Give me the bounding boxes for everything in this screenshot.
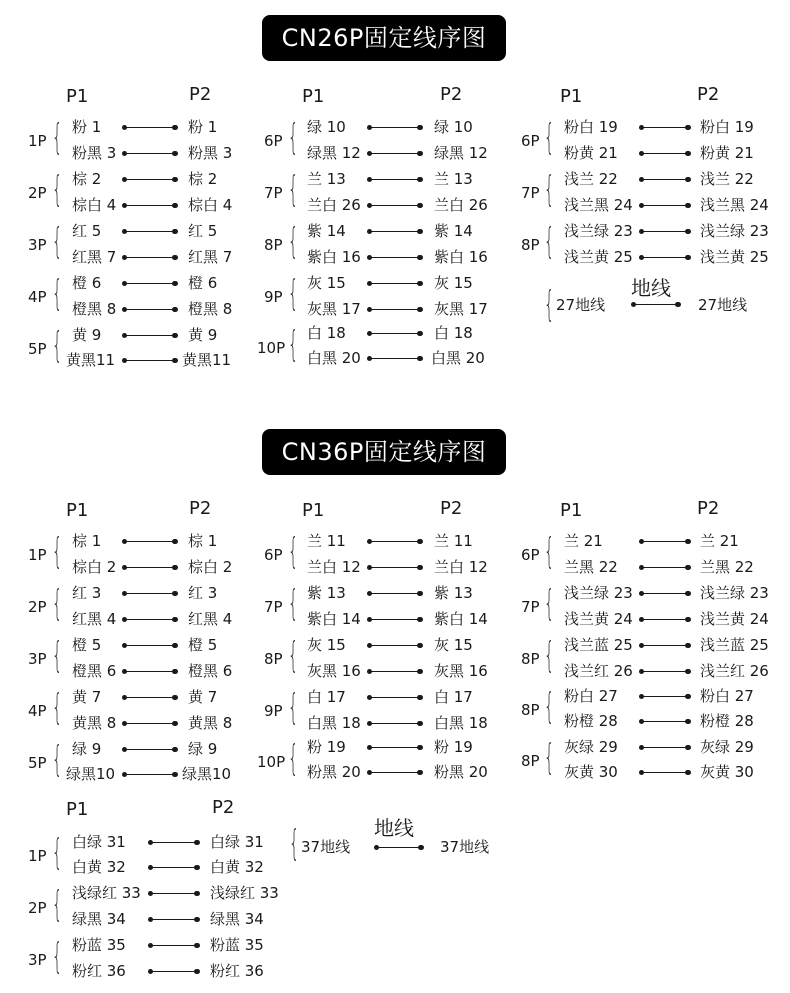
p2-wire-label: 橙 5 bbox=[188, 636, 218, 654]
p1-wire-label: 灰黑 17 bbox=[307, 300, 361, 318]
p2-wire-label: 兰 13 bbox=[434, 170, 473, 188]
p1-wire-label: 红 5 bbox=[72, 222, 102, 240]
p2-header: P2 bbox=[440, 498, 463, 519]
p1-wire-label: 紫白 14 bbox=[307, 610, 361, 628]
wire-connection bbox=[369, 593, 420, 594]
p1-wire-label: 粉蓝 35 bbox=[72, 936, 126, 954]
wire-connection bbox=[124, 645, 175, 646]
brace: { bbox=[544, 583, 555, 624]
p1-wire-label: 兰 13 bbox=[307, 170, 346, 188]
brace: { bbox=[288, 221, 299, 262]
p1-header: P1 bbox=[302, 500, 325, 521]
p1-wire-label: 黄 9 bbox=[72, 326, 102, 344]
p1-wire-label: 浅绿红 33 bbox=[72, 884, 141, 902]
p1-wire-label: 橙黑 8 bbox=[72, 300, 117, 318]
pin-label: 3P bbox=[28, 951, 47, 969]
p2-wire-label: 绿黑 12 bbox=[434, 144, 488, 162]
pin-label: 2P bbox=[28, 598, 47, 616]
brace: { bbox=[52, 325, 63, 366]
p1-header: P1 bbox=[302, 86, 325, 107]
pin-label: 2P bbox=[28, 184, 47, 202]
brace: { bbox=[544, 117, 555, 158]
brace: { bbox=[544, 531, 555, 572]
pin-label: 2P bbox=[28, 899, 47, 917]
brace: { bbox=[544, 284, 555, 325]
p1-wire-label: 浅兰绿 23 bbox=[564, 222, 633, 240]
cn36-title: CN36P固定线序图 bbox=[262, 429, 506, 475]
wire-connection bbox=[369, 671, 420, 672]
wire-connection bbox=[641, 593, 688, 594]
p1-wire-label: 棕 2 bbox=[72, 170, 102, 188]
brace: { bbox=[52, 273, 63, 314]
p1-wire-label: 浅兰蓝 25 bbox=[564, 636, 633, 654]
pin-label: 4P bbox=[28, 702, 47, 720]
p2-header: P2 bbox=[697, 84, 720, 105]
wire-connection bbox=[124, 283, 175, 284]
wire-connection bbox=[124, 205, 175, 206]
wire-connection bbox=[124, 774, 175, 775]
brace: { bbox=[289, 823, 300, 864]
p2-header: P2 bbox=[697, 498, 720, 519]
pin-label: 8P bbox=[521, 236, 540, 254]
p2-wire-label: 白绿 31 bbox=[210, 833, 264, 851]
p2-wire-label: 浅兰 22 bbox=[700, 170, 754, 188]
brace: { bbox=[288, 583, 299, 624]
pin-label: 8P bbox=[521, 752, 540, 770]
p1-wire-label: 兰黑 22 bbox=[564, 558, 618, 576]
p1-wire-label: 粉 19 bbox=[307, 738, 346, 756]
wire-connection bbox=[641, 153, 688, 154]
pin-label: 10P bbox=[257, 753, 286, 771]
brace: { bbox=[288, 531, 299, 572]
wire-connection bbox=[641, 257, 688, 258]
brace: { bbox=[544, 686, 555, 727]
ground-wire bbox=[376, 847, 421, 848]
p2-wire-label: 灰黄 30 bbox=[700, 763, 754, 781]
wire-connection bbox=[369, 358, 420, 359]
wire-connection bbox=[369, 153, 420, 154]
p2-wire-label: 粉蓝 35 bbox=[210, 936, 264, 954]
wire-connection bbox=[369, 127, 420, 128]
p2-wire-label: 粉红 36 bbox=[210, 962, 264, 980]
p2-wire-label: 绿黑 34 bbox=[210, 910, 264, 928]
p2-wire-label: 浅绿红 33 bbox=[210, 884, 279, 902]
p1-wire-label: 粉白 19 bbox=[564, 118, 618, 136]
pin-label: 8P bbox=[521, 701, 540, 719]
wire-connection bbox=[150, 867, 197, 868]
wire-connection bbox=[124, 697, 175, 698]
p2-wire-label: 浅兰红 26 bbox=[700, 662, 769, 680]
p1-wire-label: 灰黄 30 bbox=[564, 763, 618, 781]
p1-wire-label: 浅兰红 26 bbox=[564, 662, 633, 680]
wire-connection bbox=[150, 893, 197, 894]
p2-wire-label: 紫 14 bbox=[434, 222, 473, 240]
wire-connection bbox=[641, 127, 688, 128]
p1-wire-label: 黄 7 bbox=[72, 688, 102, 706]
p1-wire-label: 浅兰绿 23 bbox=[564, 584, 633, 602]
pin-label: 6P bbox=[521, 546, 540, 564]
wire-connection bbox=[124, 179, 175, 180]
ground-title: 地线 bbox=[374, 816, 414, 840]
pin-label: 3P bbox=[28, 650, 47, 668]
p1-wire-label: 绿黑 12 bbox=[307, 144, 361, 162]
brace: { bbox=[288, 169, 299, 210]
p2-wire-label: 黄黑11 bbox=[182, 351, 232, 369]
wire-connection bbox=[369, 541, 420, 542]
ground-label-p1: 27地线 bbox=[556, 296, 606, 314]
p2-wire-label: 兰白 26 bbox=[434, 196, 488, 214]
p2-wire-label: 棕 2 bbox=[188, 170, 218, 188]
p1-wire-label: 白 17 bbox=[307, 688, 346, 706]
wire-connection bbox=[641, 179, 688, 180]
p1-wire-label: 灰 15 bbox=[307, 636, 346, 654]
pin-label: 6P bbox=[264, 546, 283, 564]
wire-connection bbox=[124, 541, 175, 542]
p2-wire-label: 棕 1 bbox=[188, 532, 218, 550]
brace: { bbox=[544, 635, 555, 676]
pin-label: 7P bbox=[264, 184, 283, 202]
p2-wire-label: 黄黑 8 bbox=[188, 714, 233, 732]
p1-wire-label: 粉 1 bbox=[72, 118, 102, 136]
p1-wire-label: 兰 11 bbox=[307, 532, 346, 550]
p1-wire-label: 绿黑 34 bbox=[72, 910, 126, 928]
wire-connection bbox=[124, 309, 175, 310]
p2-wire-label: 白黑 20 bbox=[431, 349, 485, 367]
p1-wire-label: 紫 13 bbox=[307, 584, 346, 602]
wire-connection bbox=[124, 231, 175, 232]
p1-wire-label: 白黑 18 bbox=[307, 714, 361, 732]
p2-wire-label: 浅兰蓝 25 bbox=[700, 636, 769, 654]
p1-wire-label: 绿 10 bbox=[307, 118, 346, 136]
p1-wire-label: 粉黑 3 bbox=[72, 144, 117, 162]
wire-connection bbox=[124, 127, 175, 128]
p1-header: P1 bbox=[560, 86, 583, 107]
pin-label: 7P bbox=[521, 598, 540, 616]
p1-wire-label: 粉红 36 bbox=[72, 962, 126, 980]
p1-wire-label: 灰黑 16 bbox=[307, 662, 361, 680]
p1-wire-label: 棕白 4 bbox=[72, 196, 117, 214]
ground-label-p2: 37地线 bbox=[440, 838, 490, 856]
p2-wire-label: 兰 21 bbox=[700, 532, 739, 550]
p2-wire-label: 粉白 19 bbox=[700, 118, 754, 136]
wire-connection bbox=[641, 671, 688, 672]
p1-wire-label: 绿黑10 bbox=[66, 765, 116, 783]
wire-connection bbox=[124, 567, 175, 568]
p2-wire-label: 灰黑 17 bbox=[434, 300, 488, 318]
p1-wire-label: 红黑 7 bbox=[72, 248, 117, 266]
p2-wire-label: 粉橙 28 bbox=[700, 712, 754, 730]
ground-label-p2: 27地线 bbox=[698, 296, 748, 314]
p2-wire-label: 红黑 7 bbox=[188, 248, 233, 266]
wire-connection bbox=[124, 749, 175, 750]
p1-wire-label: 兰白 26 bbox=[307, 196, 361, 214]
p1-wire-label: 绿 9 bbox=[72, 740, 102, 758]
p2-wire-label: 白黄 32 bbox=[210, 858, 264, 876]
wire-connection bbox=[124, 671, 175, 672]
brace: { bbox=[544, 169, 555, 210]
wire-connection bbox=[369, 283, 420, 284]
pin-label: 8P bbox=[264, 650, 283, 668]
brace: { bbox=[52, 739, 63, 780]
wire-connection bbox=[641, 231, 688, 232]
wire-connection bbox=[369, 567, 420, 568]
p1-wire-label: 粉白 27 bbox=[564, 687, 618, 705]
p2-wire-label: 浅兰黄 24 bbox=[700, 610, 769, 628]
p2-wire-label: 灰绿 29 bbox=[700, 738, 754, 756]
p1-wire-label: 黄黑11 bbox=[66, 351, 116, 369]
pin-label: 3P bbox=[28, 236, 47, 254]
brace: { bbox=[52, 884, 63, 925]
p1-wire-label: 红黑 4 bbox=[72, 610, 117, 628]
wire-connection bbox=[369, 723, 420, 724]
pin-label: 9P bbox=[264, 702, 283, 720]
wire-connection bbox=[641, 696, 688, 697]
p2-wire-label: 灰黑 16 bbox=[434, 662, 488, 680]
p2-wire-label: 灰 15 bbox=[434, 636, 473, 654]
p1-wire-label: 粉黄 21 bbox=[564, 144, 618, 162]
wire-connection bbox=[641, 772, 688, 773]
wire-connection bbox=[124, 593, 175, 594]
brace: { bbox=[544, 737, 555, 778]
p2-wire-label: 橙黑 6 bbox=[188, 662, 233, 680]
ground-wire bbox=[633, 304, 678, 305]
p2-wire-label: 浅兰绿 23 bbox=[700, 222, 769, 240]
p1-wire-label: 兰白 12 bbox=[307, 558, 361, 576]
wire-connection bbox=[124, 335, 175, 336]
pin-label: 5P bbox=[28, 340, 47, 358]
pin-label: 7P bbox=[521, 184, 540, 202]
p1-wire-label: 浅兰黄 24 bbox=[564, 610, 633, 628]
p2-wire-label: 白 17 bbox=[434, 688, 473, 706]
wire-connection bbox=[369, 309, 420, 310]
brace: { bbox=[288, 273, 299, 314]
wire-connection bbox=[641, 541, 688, 542]
p1-wire-label: 灰绿 29 bbox=[564, 738, 618, 756]
cn26-title: CN26P固定线序图 bbox=[262, 15, 506, 61]
brace: { bbox=[52, 531, 63, 572]
p1-wire-label: 橙黑 6 bbox=[72, 662, 117, 680]
p2-wire-label: 绿黑10 bbox=[182, 765, 232, 783]
brace: { bbox=[288, 687, 299, 728]
wire-connection bbox=[641, 747, 688, 748]
pin-label: 1P bbox=[28, 132, 47, 150]
pin-label: 10P bbox=[257, 339, 286, 357]
wire-connection bbox=[641, 567, 688, 568]
p2-wire-label: 粉白 27 bbox=[700, 687, 754, 705]
pin-label: 9P bbox=[264, 288, 283, 306]
wire-connection bbox=[369, 179, 420, 180]
wire-connection bbox=[124, 723, 175, 724]
p2-wire-label: 黄 9 bbox=[188, 326, 218, 344]
p1-wire-label: 紫白 16 bbox=[307, 248, 361, 266]
wire-connection bbox=[641, 205, 688, 206]
p1-wire-label: 白黑 20 bbox=[307, 349, 361, 367]
pin-label: 8P bbox=[264, 236, 283, 254]
brace: { bbox=[288, 738, 299, 779]
p2-wire-label: 白黑 18 bbox=[434, 714, 488, 732]
p2-wire-label: 绿 10 bbox=[434, 118, 473, 136]
brace: { bbox=[544, 221, 555, 262]
p2-wire-label: 粉 1 bbox=[188, 118, 218, 136]
p1-wire-label: 灰 15 bbox=[307, 274, 346, 292]
wire-connection bbox=[369, 645, 420, 646]
p1-header: P1 bbox=[66, 500, 89, 521]
wire-connection bbox=[124, 360, 175, 361]
p2-wire-label: 灰 15 bbox=[434, 274, 473, 292]
p1-wire-label: 白绿 31 bbox=[72, 833, 126, 851]
wire-connection bbox=[369, 747, 420, 748]
p2-wire-label: 红 3 bbox=[188, 584, 218, 602]
p2-header: P2 bbox=[189, 498, 212, 519]
ground-title: 地线 bbox=[631, 276, 671, 300]
wire-connection bbox=[124, 619, 175, 620]
p2-wire-label: 绿 9 bbox=[188, 740, 218, 758]
brace: { bbox=[288, 635, 299, 676]
pin-label: 1P bbox=[28, 847, 47, 865]
p2-wire-label: 浅兰黑 24 bbox=[700, 196, 769, 214]
p2-header: P2 bbox=[440, 84, 463, 105]
p1-header: P1 bbox=[66, 799, 89, 820]
p1-wire-label: 红 3 bbox=[72, 584, 102, 602]
p2-wire-label: 橙黑 8 bbox=[188, 300, 233, 318]
wire-connection bbox=[641, 619, 688, 620]
brace: { bbox=[52, 687, 63, 728]
wire-connection bbox=[150, 842, 197, 843]
wire-connection bbox=[641, 721, 688, 722]
wire-connection bbox=[124, 257, 175, 258]
p2-header: P2 bbox=[189, 84, 212, 105]
p2-wire-label: 紫白 16 bbox=[434, 248, 488, 266]
brace: { bbox=[52, 117, 63, 158]
wire-connection bbox=[150, 945, 197, 946]
p2-wire-label: 粉黄 21 bbox=[700, 144, 754, 162]
p2-wire-label: 粉 19 bbox=[434, 738, 473, 756]
pin-label: 5P bbox=[28, 754, 47, 772]
brace: { bbox=[288, 117, 299, 158]
pin-label: 4P bbox=[28, 288, 47, 306]
brace: { bbox=[52, 169, 63, 210]
p1-wire-label: 黄黑 8 bbox=[72, 714, 117, 732]
ground-label-p1: 37地线 bbox=[301, 838, 351, 856]
wire-connection bbox=[641, 645, 688, 646]
p1-wire-label: 白黄 32 bbox=[72, 858, 126, 876]
p2-wire-label: 兰 11 bbox=[434, 532, 473, 550]
p2-wire-label: 浅兰黄 25 bbox=[700, 248, 769, 266]
brace: { bbox=[52, 635, 63, 676]
p1-wire-label: 棕白 2 bbox=[72, 558, 117, 576]
p1-wire-label: 浅兰黄 25 bbox=[564, 248, 633, 266]
pin-label: 7P bbox=[264, 598, 283, 616]
p2-wire-label: 棕白 2 bbox=[188, 558, 233, 576]
p2-wire-label: 兰黑 22 bbox=[700, 558, 754, 576]
wire-connection bbox=[369, 772, 420, 773]
p2-wire-label: 粉黑 3 bbox=[188, 144, 233, 162]
p1-header: P1 bbox=[560, 500, 583, 521]
p1-wire-label: 橙 5 bbox=[72, 636, 102, 654]
wire-connection bbox=[369, 257, 420, 258]
brace: { bbox=[288, 324, 299, 365]
wire-connection bbox=[369, 205, 420, 206]
brace: { bbox=[52, 936, 63, 977]
p1-wire-label: 橙 6 bbox=[72, 274, 102, 292]
p1-wire-label: 白 18 bbox=[307, 324, 346, 342]
p1-header: P1 bbox=[66, 86, 89, 107]
wire-connection bbox=[150, 971, 197, 972]
p2-wire-label: 红黑 4 bbox=[188, 610, 233, 628]
p2-wire-label: 白 18 bbox=[434, 324, 473, 342]
p1-wire-label: 棕 1 bbox=[72, 532, 102, 550]
p1-wire-label: 浅兰黑 24 bbox=[564, 196, 633, 214]
p1-wire-label: 兰 21 bbox=[564, 532, 603, 550]
wire-connection bbox=[369, 619, 420, 620]
p2-header: P2 bbox=[212, 797, 235, 818]
p2-wire-label: 浅兰绿 23 bbox=[700, 584, 769, 602]
p2-wire-label: 棕白 4 bbox=[188, 196, 233, 214]
wire-connection bbox=[369, 333, 420, 334]
p1-wire-label: 浅兰 22 bbox=[564, 170, 618, 188]
p2-wire-label: 兰白 12 bbox=[434, 558, 488, 576]
p2-wire-label: 紫 13 bbox=[434, 584, 473, 602]
p1-wire-label: 粉橙 28 bbox=[564, 712, 618, 730]
brace: { bbox=[52, 832, 63, 873]
pin-label: 1P bbox=[28, 546, 47, 564]
brace: { bbox=[52, 221, 63, 262]
wire-connection bbox=[124, 153, 175, 154]
p2-wire-label: 紫白 14 bbox=[434, 610, 488, 628]
p2-wire-label: 黄 7 bbox=[188, 688, 218, 706]
pin-label: 6P bbox=[521, 132, 540, 150]
wire-connection bbox=[150, 919, 197, 920]
p2-wire-label: 红 5 bbox=[188, 222, 218, 240]
pin-label: 6P bbox=[264, 132, 283, 150]
brace: { bbox=[52, 583, 63, 624]
wire-connection bbox=[369, 697, 420, 698]
p2-wire-label: 粉黑 20 bbox=[434, 763, 488, 781]
p1-wire-label: 粉黑 20 bbox=[307, 763, 361, 781]
p2-wire-label: 橙 6 bbox=[188, 274, 218, 292]
p1-wire-label: 紫 14 bbox=[307, 222, 346, 240]
pin-label: 8P bbox=[521, 650, 540, 668]
wire-connection bbox=[369, 231, 420, 232]
